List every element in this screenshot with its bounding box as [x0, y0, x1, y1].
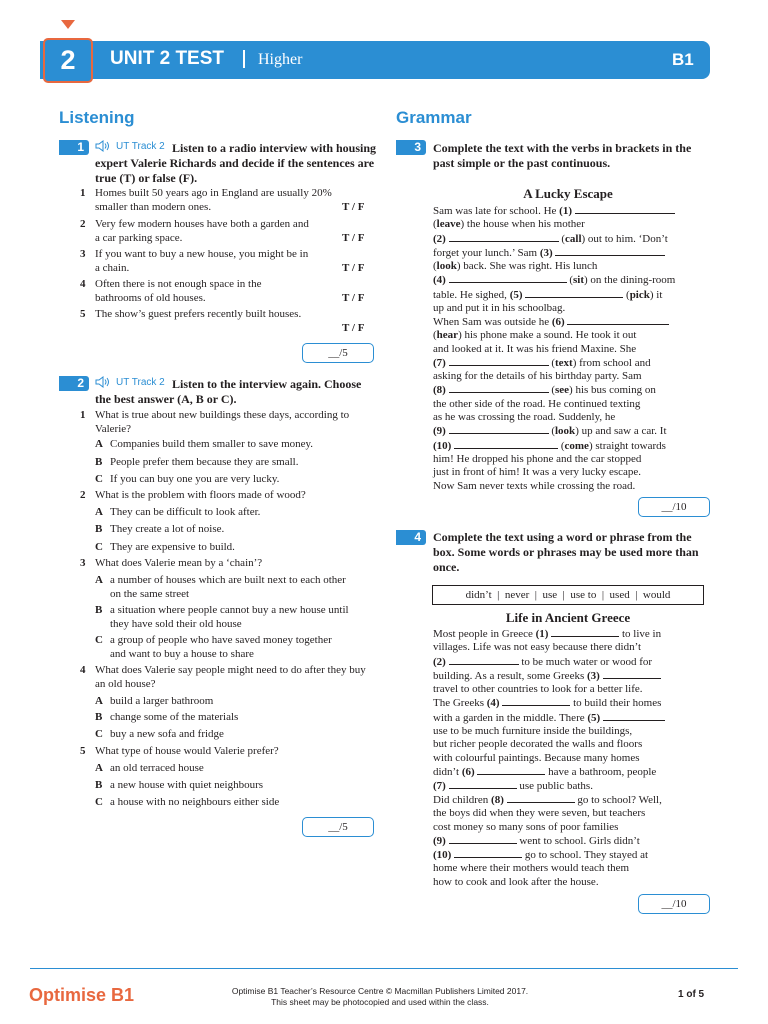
- exercise-1-number: 1: [59, 140, 89, 155]
- verb-prompt: leave: [436, 218, 461, 231]
- verb-prompt: sit: [573, 274, 584, 287]
- answer-option[interactable]: [95, 574, 350, 601]
- answer-option[interactable]: [95, 796, 375, 810]
- option-text: They can be difficult to look after.: [110, 506, 261, 518]
- exercise-2-number: 2: [59, 376, 89, 391]
- answer-gap[interactable]: [555, 246, 665, 256]
- option-letter: A: [95, 506, 103, 518]
- option-letter: A: [95, 762, 103, 774]
- ancient-greece-paragraph-1: Most people in Greece (1) to live in villages. Life was not easy because there didn’t (2) to be much water or wood for building. As a result, some Greeks (3) travel to other countries to look for a better life. The Greeks (4) to build their homes with a garden in the middle. There (5) use to be much furniture inside the buildings, but richer people decorated the walls and floors with colourful paintings. Because many homes didn’t (6) have a bathroom, people (7) use public baths.: [433, 627, 713, 794]
- unit-number-badge: 2: [43, 38, 93, 83]
- exercise-2-instruction: Listen to the interview again. Choose the best answer (A, B or C).: [95, 377, 362, 406]
- answer-gap[interactable]: [449, 273, 567, 283]
- mc-question: [80, 489, 370, 503]
- answer-gap[interactable]: [454, 439, 558, 449]
- page-number: 1 of 5: [678, 989, 705, 1000]
- footer-divider: [30, 968, 738, 969]
- option-text: They are expensive to build.: [110, 541, 235, 553]
- exercise-2-score[interactable]: __/5: [302, 817, 374, 837]
- answer-option[interactable]: [95, 523, 375, 537]
- item-number: 5: [80, 308, 86, 320]
- cefr-level: B1: [672, 50, 694, 69]
- answer-option[interactable]: [95, 456, 375, 470]
- verb-prompt: text: [555, 356, 573, 369]
- option-text: If you can buy one you are very lucky.: [110, 473, 280, 485]
- verb-prompt: look: [436, 260, 457, 273]
- answer-gap[interactable]: [502, 696, 570, 706]
- answer-option[interactable]: [95, 473, 375, 487]
- answer-gap[interactable]: [449, 383, 549, 393]
- answer-gap[interactable]: [567, 315, 669, 325]
- exercise-1-instruction: Listen to a radio interview with housing expert Valerie Richards and decide if the sentences are true (T) or false (F).: [95, 141, 377, 185]
- option-text: a house with no neighbours either side: [110, 796, 280, 808]
- item-number: 4: [80, 278, 86, 290]
- footer-copyright: [230, 986, 530, 1008]
- option-letter: C: [95, 796, 103, 808]
- option-text: Companies build them smaller to save money.: [110, 438, 314, 450]
- word-box-options: didn’t | never | use | use to | used | would: [465, 589, 671, 601]
- answer-option[interactable]: [95, 711, 375, 725]
- option-letter: B: [95, 456, 103, 468]
- verb-prompt: come: [564, 439, 589, 452]
- question-number: 2: [80, 489, 86, 501]
- answer-gap[interactable]: [449, 834, 517, 844]
- track-label: UT Track 2: [116, 376, 165, 388]
- grammar-heading: Grammar: [396, 108, 472, 127]
- tf-statement: [80, 308, 310, 322]
- true-false-choice[interactable]: T / F: [342, 322, 365, 334]
- answer-gap[interactable]: [449, 424, 549, 434]
- lucky-escape-paragraph-2: When Sam was outside he (6) (hear) his phone make a sound. He took it out and looked at it. It was his friend Maxine. She (7) (text) from school and asking for the details of his birthday party. Sam (8) (see) his bus coming on the other side of the road. He continued texting as he was crossing the road. Suddenly, he (9) (look) up and saw a car. It (10) (come) straight towards him! He dropped his phone and the car stopped just in front of him! It was a very lucky escape. Now Sam never texts while crossing the road.: [433, 315, 713, 493]
- option-letter: C: [95, 728, 103, 740]
- item-number: 1: [80, 187, 86, 199]
- answer-option[interactable]: [95, 695, 375, 709]
- option-text: change some of the materials: [110, 711, 239, 723]
- exercise-4-number: 4: [396, 530, 426, 545]
- option-text: a new house with quiet neighbours: [110, 779, 264, 791]
- question-text: What is true about new buildings these days, according to Valerie?: [95, 409, 350, 435]
- option-letter: B: [95, 604, 103, 616]
- question-number: 4: [80, 664, 86, 676]
- verb-prompt: look: [555, 425, 576, 438]
- question-text: What is the problem with floors made of wood?: [95, 489, 306, 501]
- mc-question: [80, 557, 370, 571]
- tf-statement: [80, 218, 310, 245]
- mc-question: [80, 664, 370, 691]
- footer-brand: Optimise B1: [29, 985, 135, 1005]
- test-level: Higher: [258, 51, 303, 68]
- story-title-lucky-escape: A Lucky Escape: [523, 186, 613, 201]
- answer-gap[interactable]: [449, 356, 549, 366]
- option-letter: A: [95, 695, 103, 707]
- verb-prompt: see: [555, 384, 570, 397]
- answer-gap[interactable]: [603, 711, 665, 721]
- option-letter: B: [95, 711, 103, 723]
- answer-gap[interactable]: [449, 655, 519, 665]
- option-letter: C: [95, 541, 103, 553]
- copyright-line: Optimise B1 Teacher’s Resource Centre © Macmillan Publishers Limited 2017.: [231, 986, 529, 996]
- track-label: UT Track 2: [116, 140, 165, 152]
- answer-gap[interactable]: [454, 848, 522, 858]
- item-number: 2: [80, 218, 86, 230]
- answer-option[interactable]: [95, 438, 375, 452]
- answer-gap[interactable]: [575, 204, 675, 214]
- mc-question: [80, 409, 370, 436]
- exercise-3-instruction: Complete the text with the verbs in brackets in the past simple or the past continuous.: [433, 141, 692, 170]
- answer-gap[interactable]: [603, 669, 661, 679]
- answer-gap[interactable]: [449, 779, 517, 789]
- option-text: buy a new sofa and fridge: [110, 728, 224, 740]
- answer-gap[interactable]: [507, 793, 575, 803]
- listening-heading: Listening: [59, 108, 135, 127]
- question-number: 5: [80, 745, 86, 757]
- true-false-choice[interactable]: T / F: [342, 232, 365, 244]
- item-text: Very few modern houses have both a garden and a car parking space.: [95, 218, 309, 244]
- answer-gap[interactable]: [449, 232, 559, 242]
- item-text: Homes built 50 years ago in England are usually 20% smaller than modern ones.: [95, 187, 332, 213]
- item-number: 3: [80, 248, 86, 260]
- exercise-3-score[interactable]: __/10: [638, 497, 710, 517]
- option-letter: C: [95, 473, 103, 485]
- exercise-4-instruction: Complete the text using a word or phrase from the box. Some words or phrases may be used more than once.: [433, 530, 699, 574]
- item-text: The show’s guest prefers recently built houses.: [95, 308, 302, 320]
- option-text: a group of people who have saved money together and want to buy a house to share: [110, 634, 332, 660]
- item-text: Often there is not enough space in the bathrooms of old houses.: [95, 278, 262, 304]
- lucky-escape-paragraph-1: Sam was late for school. He (1) (leave) the house when his mother (2) (call) out to him. ‘Don’t forget your lunch.’ Sam (3) (look) back. She was right. His lunch (4) (sit) on the dining-room table. He sighed, (5) (pick) it up and put it in his schoolbag.: [433, 205, 676, 315]
- question-number: 3: [80, 557, 86, 569]
- true-false-choice[interactable]: T / F: [342, 292, 365, 304]
- answer-option[interactable]: [95, 762, 375, 776]
- ancient-greece-paragraph-2: Did children (8) go to school? Well, the boys did when they were seven, but teachers cost money so many sons of poor families (9) went to school. Girls didn’t (10) go to school. They stayed at home where their mothers would teach them how to cook and look after the house.: [433, 794, 662, 888]
- answer-option[interactable]: [95, 779, 375, 793]
- item-text: If you want to buy a new house, you might be in a chain.: [95, 248, 309, 274]
- unit-title: UNIT 2 TEST: [110, 48, 225, 69]
- verb-prompt: hear: [436, 329, 459, 342]
- exercise-4-score[interactable]: __/10: [638, 894, 710, 914]
- question-text: What does Valerie say people might need to do after they buy an old house?: [95, 664, 366, 690]
- answer-option[interactable]: [95, 728, 375, 742]
- unit-marker-triangle: [61, 20, 75, 29]
- verb-prompt: pick: [629, 288, 650, 301]
- option-text: build a larger bathroom: [110, 695, 214, 707]
- answer-option[interactable]: [95, 541, 375, 555]
- tf-statement: [80, 278, 310, 305]
- question-text: What type of house would Valerie prefer?: [95, 745, 279, 757]
- copyright-line: This sheet may be photocopied and used within the class.: [271, 997, 489, 1007]
- true-false-choice[interactable]: T / F: [342, 262, 365, 274]
- word-box: [432, 585, 704, 605]
- answer-option[interactable]: [95, 506, 375, 520]
- option-text: People prefer them because they are small.: [110, 456, 299, 468]
- answer-gap[interactable]: [477, 765, 545, 775]
- answer-option[interactable]: [95, 604, 350, 631]
- option-text: a number of houses which are built next to each other on the same street: [110, 574, 346, 600]
- story-title-ancient-greece: Life in Ancient Greece: [505, 610, 631, 625]
- title-divider: [243, 50, 245, 68]
- question-text: What does Valerie mean by a ‘chain’?: [95, 557, 263, 569]
- answer-gap[interactable]: [551, 627, 619, 637]
- true-false-choice[interactable]: T / F: [342, 201, 365, 213]
- tf-statement: [80, 187, 365, 214]
- option-letter: A: [95, 574, 103, 586]
- tf-statement: [80, 248, 310, 275]
- option-letter: A: [95, 438, 103, 450]
- answer-option[interactable]: [95, 634, 350, 661]
- option-letter: C: [95, 634, 103, 646]
- question-number: 1: [80, 409, 86, 421]
- option-text: a situation where people cannot buy a new house until they have sold their old house: [110, 604, 349, 630]
- option-letter: B: [95, 523, 103, 535]
- exercise-1-score[interactable]: __/5: [302, 343, 374, 363]
- mc-question: [80, 745, 370, 759]
- verb-prompt: call: [565, 232, 582, 245]
- option-text: They create a lot of noise.: [110, 523, 225, 535]
- exercise-3-number: 3: [396, 140, 426, 155]
- answer-gap[interactable]: [525, 288, 623, 298]
- option-text: an old terraced house: [110, 762, 204, 774]
- option-letter: B: [95, 779, 103, 791]
